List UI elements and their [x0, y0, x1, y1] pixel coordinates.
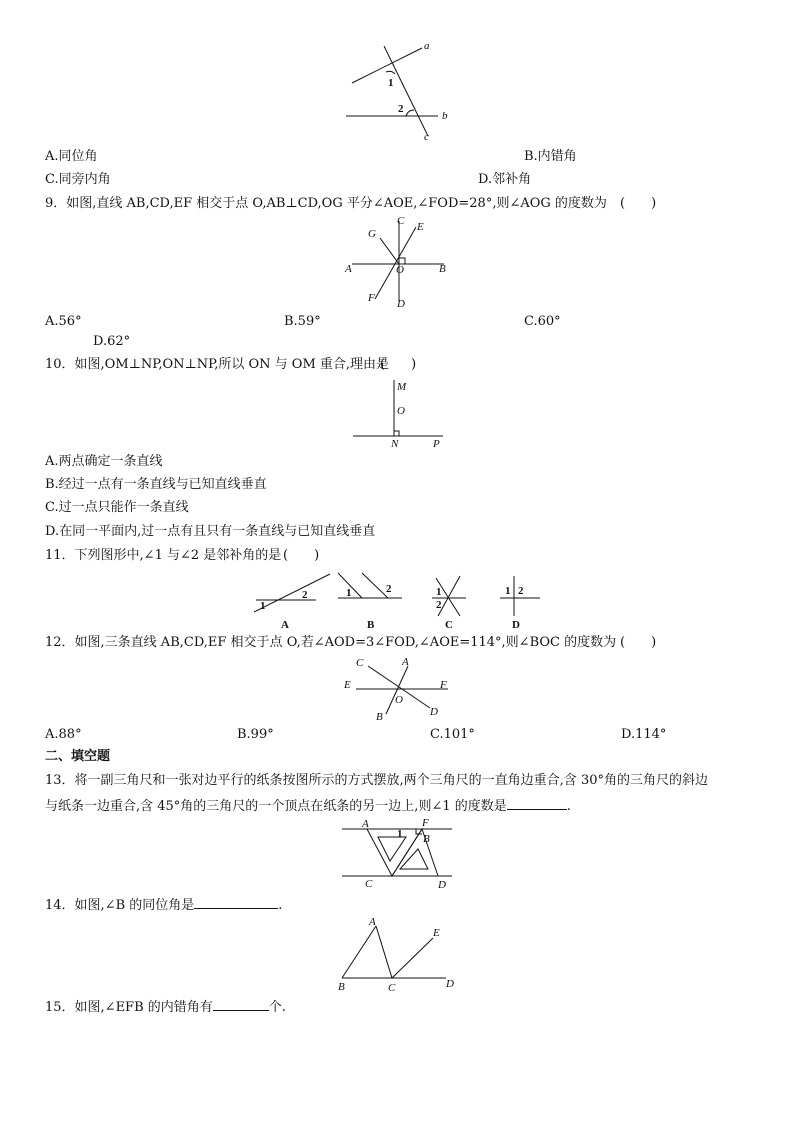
q8-label-1: 1: [388, 77, 394, 89]
q11-d-caption: D: [512, 619, 520, 631]
q12-line-ab: [386, 666, 408, 714]
q12-label-o: O: [395, 694, 403, 706]
q8-option-d: D.邻补角: [478, 172, 532, 187]
q13-tail: .: [566, 799, 571, 814]
q14-label-e: E: [433, 927, 440, 939]
q9-line-og: [380, 238, 399, 264]
q13-stem-text: 与纸条一边重合,含 45°角的三角尺的一个顶点在纸条的另一边上,则∠1 的度数是: [45, 799, 507, 814]
q11-figure-b: [338, 573, 402, 631]
q10-option-d: D.在同一平面内,过一点有且只有一条直线与已知直线垂直: [45, 524, 376, 539]
section-title-fill-in: 二、填空题: [45, 749, 111, 764]
q14-line-ac: [376, 926, 392, 978]
q9-label-d: D: [397, 298, 405, 310]
q14-answer-blank: [194, 896, 278, 909]
q8-option-b: B.内错角: [524, 149, 577, 164]
q11-a-label2: 2: [302, 589, 308, 601]
q11-figure-d: [500, 576, 540, 631]
q9-label-f: F: [368, 292, 375, 304]
q10-option-a: A.两点确定一条直线: [45, 454, 163, 469]
q8-label-c: c: [424, 131, 429, 143]
q12-option-b: B.99°: [237, 727, 274, 742]
q11-b-caption: B: [367, 619, 375, 631]
q8-label-2: 2: [398, 103, 404, 115]
q8-label-b: b: [442, 110, 448, 122]
q12-label-a: A: [402, 656, 409, 668]
q11-b-label2: 2: [386, 583, 392, 595]
q8-line-c: [384, 46, 428, 136]
q9-label-c: C: [397, 215, 405, 227]
q14-label-c: C: [388, 982, 396, 994]
q11-b-line3: [362, 573, 388, 598]
q11-c-caption: C: [445, 619, 453, 631]
q12-figure: [338, 652, 458, 724]
q11-d-label2: 2: [518, 585, 524, 597]
q13-label-f: F: [422, 817, 429, 829]
q11-d-label1: 1: [505, 585, 511, 597]
q9-option-b: B.59°: [284, 314, 321, 329]
q14-label-b: B: [338, 981, 345, 993]
q9-figure: [340, 213, 460, 313]
q9-line-ef: [375, 227, 416, 299]
q13-label-c: C: [365, 878, 373, 890]
q13-label-d: D: [438, 879, 446, 891]
q14-label-a: A: [369, 916, 376, 928]
q11-figure-a: [254, 574, 330, 631]
q11-stem: 11．下列图形中,∠1 与∠2 是邻补角的是: [45, 548, 282, 563]
q10-paren: ( ): [380, 357, 417, 372]
q14-stem-line: [45, 896, 282, 914]
q11-figures: [250, 570, 550, 632]
q15-stem-line: [45, 998, 286, 1016]
q9-label-e: E: [417, 221, 424, 233]
q8-angle2-arc: [406, 110, 414, 116]
q9-option-c: C.60°: [524, 314, 561, 329]
q12-stem: 12．如图,三条直线 AB,CD,EF 相交于点 O,若∠AOD=3∠FOD,∠AOE=114°,则∠BOC 的度数为: [45, 635, 617, 650]
q10-label-n: N: [391, 438, 399, 450]
q12-label-b: B: [376, 711, 383, 723]
q9-label-o: O: [396, 264, 404, 276]
q14-line-ab: [342, 926, 376, 978]
q14-stem: 14．如图,∠B 的同位角是: [45, 898, 195, 913]
q9-stem: 9．如图,直线 AB,CD,EF 相交于点 O,AB⊥CD,OG 平分∠AOE,∠FOD=28°,则∠AOG 的度数为: [45, 196, 607, 211]
q10-figure: [350, 376, 450, 451]
q13-label-1: 1: [397, 828, 403, 840]
q12-option-a: A.88°: [45, 727, 82, 742]
q8-option-a: A.同位角: [45, 149, 98, 164]
q15-tail: 个.: [268, 1000, 286, 1015]
q9-option-a: A.56°: [45, 314, 82, 329]
q10-label-o: O: [397, 405, 405, 417]
q12-option-c: C.101°: [430, 727, 475, 742]
q9-label-a: A: [345, 263, 352, 275]
q9-paren: ( ): [620, 196, 657, 211]
q10-right-angle: [394, 431, 399, 436]
q12-label-d: D: [430, 706, 438, 718]
q13-triangle-45-inner: [400, 849, 428, 869]
q14-tail: .: [278, 898, 283, 913]
q10-label-p: P: [433, 438, 440, 450]
q12-label-f: F: [440, 679, 447, 691]
q8-angle1-arc: [386, 71, 395, 74]
q13-label-b: B: [423, 833, 430, 845]
q11-a-label1: 1: [260, 600, 266, 612]
q13-figure: [340, 815, 460, 895]
q11-b-label1: 1: [346, 587, 352, 599]
q11-figure-c: [432, 576, 466, 631]
q8-label-a: a: [424, 40, 430, 52]
q14-label-d: D: [446, 978, 454, 990]
q11-a-caption: A: [281, 619, 289, 631]
q9-option-d: D.62°: [93, 334, 131, 349]
q12-label-c: C: [356, 657, 364, 669]
q13-stem-line2: [45, 797, 571, 815]
q13-answer-blank: [507, 797, 567, 810]
q15-answer-blank: [213, 998, 269, 1011]
q11-c-label2: 2: [436, 599, 442, 611]
q8-figure: [340, 40, 460, 145]
q11-c-label1: 1: [436, 586, 442, 598]
q9-label-b: B: [439, 263, 446, 275]
q14-line-ce: [392, 938, 433, 978]
q12-paren: ( ): [620, 635, 657, 650]
q13-stem-line1: 13．将一副三角尺和一张对边平行的纸条按图所示的方式摆放,两个三角尺的一直角边重合,含 30°角的三角尺的斜边: [45, 773, 708, 788]
q14-figure: [334, 914, 464, 994]
q8-option-c: C.同旁内角: [45, 172, 111, 187]
q10-stem: 10．如图,OM⊥NP,ON⊥NP,所以 ON 与 OM 重合,理由是: [45, 357, 390, 372]
q10-option-c: C.过一点只能作一条直线: [45, 500, 189, 515]
q15-stem: 15．如图,∠EFB 的内错角有: [45, 1000, 213, 1015]
q12-label-e: E: [344, 679, 351, 691]
q9-label-g: G: [368, 228, 376, 240]
q11-paren: ( ): [283, 548, 320, 563]
q10-option-b: B.经过一点有一条直线与已知直线垂直: [45, 477, 267, 492]
q13-label-a: A: [362, 818, 369, 830]
q10-label-m: M: [397, 381, 407, 393]
q12-option-d: D.114°: [621, 727, 667, 742]
